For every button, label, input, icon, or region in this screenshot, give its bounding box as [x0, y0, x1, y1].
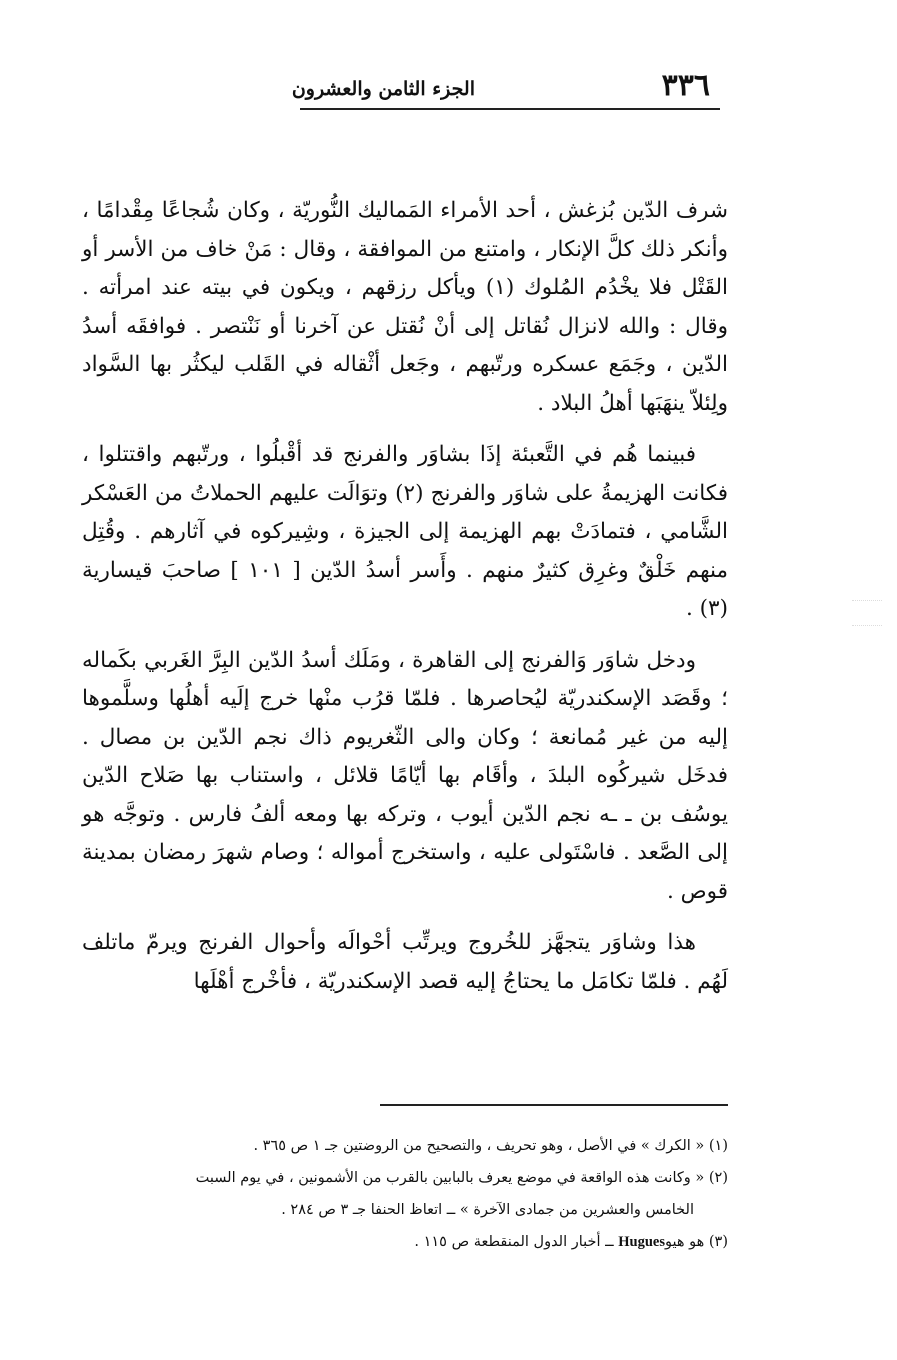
footnote-3-latin-name: Hugues — [618, 1234, 665, 1250]
running-head — [291, 68, 720, 108]
footnotes — [90, 1130, 728, 1258]
footnote-rule — [380, 1104, 728, 1106]
footnote-3-suffix: ــ أخبار الدول المنقطعة ص ١١٥ . — [414, 1234, 619, 1250]
page-number: ٣٣٦ — [661, 68, 710, 103]
main-text — [82, 192, 728, 1014]
footnote-1: (١) « الكرك » في الأصل ، وهو تحريف ، والتصحيح من الروضتين جـ ١ ص ٣٦٥ . — [253, 1138, 728, 1154]
header-rule — [300, 108, 720, 110]
chapter-title: الجزء الثامن والعشرون — [291, 78, 475, 100]
footnote-3-prefix: (٣) هو هيو — [665, 1234, 728, 1250]
paragraph-2: فبينما هُم في التَّعبئة إذَا بشاوَر والفرنج قد أقْبلُوا ، ورتّبهم واقتتلوا ، فكانت الهزيمةُ على شاوَر والفرنج (٢) وتوَالَت عليهم الحملاتُ من العَسْكر الشَّامي ، فتمادَتْ بهم الهزيمة إلى الجيزة ، وشِيركوه في آثارهم . وقُتِل منهم خَلْقٌ وغرِق كثيرٌ منهم . وأَسر أسدُ الدّين [ ١٠١ ] صاحبَ قيسارية (٣) . — [82, 442, 728, 621]
paragraph-4: هذا وشاوَر يتجهَّز للخُروج ويرتِّب أحْوالَه وأحوال الفرنج ويرمّ ماتلف لَهُم . فلمّا تكامَل ما يحتاجُ إليه قصد الإسكندريّة ، فأخْرج أهْلَها — [82, 930, 728, 994]
paragraph-3: ودخل شاوَر وَالفرنج إلى القاهرة ، ومَلَك أسدُ الدّين البِرَّ الغَربي بكَماله ؛ وقَصَد الإسكندريّة ليُحاصرها . فلمّا قرُب منْها خرج إلَيه أهلُها وسلَّموها إليه من غير مُمانعة ؛ وكان والى الثّغريوم ذاك نجم الدّين بن مصال . فدخَل شيركُوه البلدَ ، وأقَام بها أيّامًا قلائل ، واستناب بها صَلاح الدّين يوسُف بن ـ ـه نجم الدّين أيوب ، وتركه بها ومعه ألفُ فارس . وتوجَّه هو إلى الصَّعد . فاسْتَولى عليه ، واستخرج أمواله ؛ وصام شهرَ رمضان بمدينة قوص . — [82, 647, 728, 904]
footnote-2: (٢) « وكانت هذه الواقعة في موضع يعرف بالبابين بالقرب من الأشمونين ، في يوم السبت — [195, 1170, 728, 1186]
scan-artifact — [852, 600, 882, 626]
paragraph-1: شرف الدّين بُزغش ، أحد الأمراء المَماليك النُّوريّة ، وكان شُجاعًا مِقْدامًا ، وأنكر ذلك كلَّ الإنكار ، وامتنع من الموافقة ، وقال : مَنْ خاف من الأسر أو القَتْل فلا يخْدُم المُلوك (١) ويأكل رزقهم ، ويكون في بيته عند امرأته . وقال : والله لانزال نُقاتل إلى أنْ نُقتل عن آخرنا أو نَنْتصر . فوافقَه أسدُ الدّين ، وجَمَع عسكره ورتّبهم ، وجَعل أثْقاله في القَلب ليكثُر بها السَّواد ولِئلاّ ينهَبَها أهلُ البلاد . — [82, 198, 728, 416]
footnote-2-continuation: الخامس والعشرين من جمادى الآخرة » ــ اتعاظ الحنفا جـ ٣ ص ٢٨٤ . — [281, 1202, 694, 1218]
footnote-3 — [90, 1226, 728, 1258]
